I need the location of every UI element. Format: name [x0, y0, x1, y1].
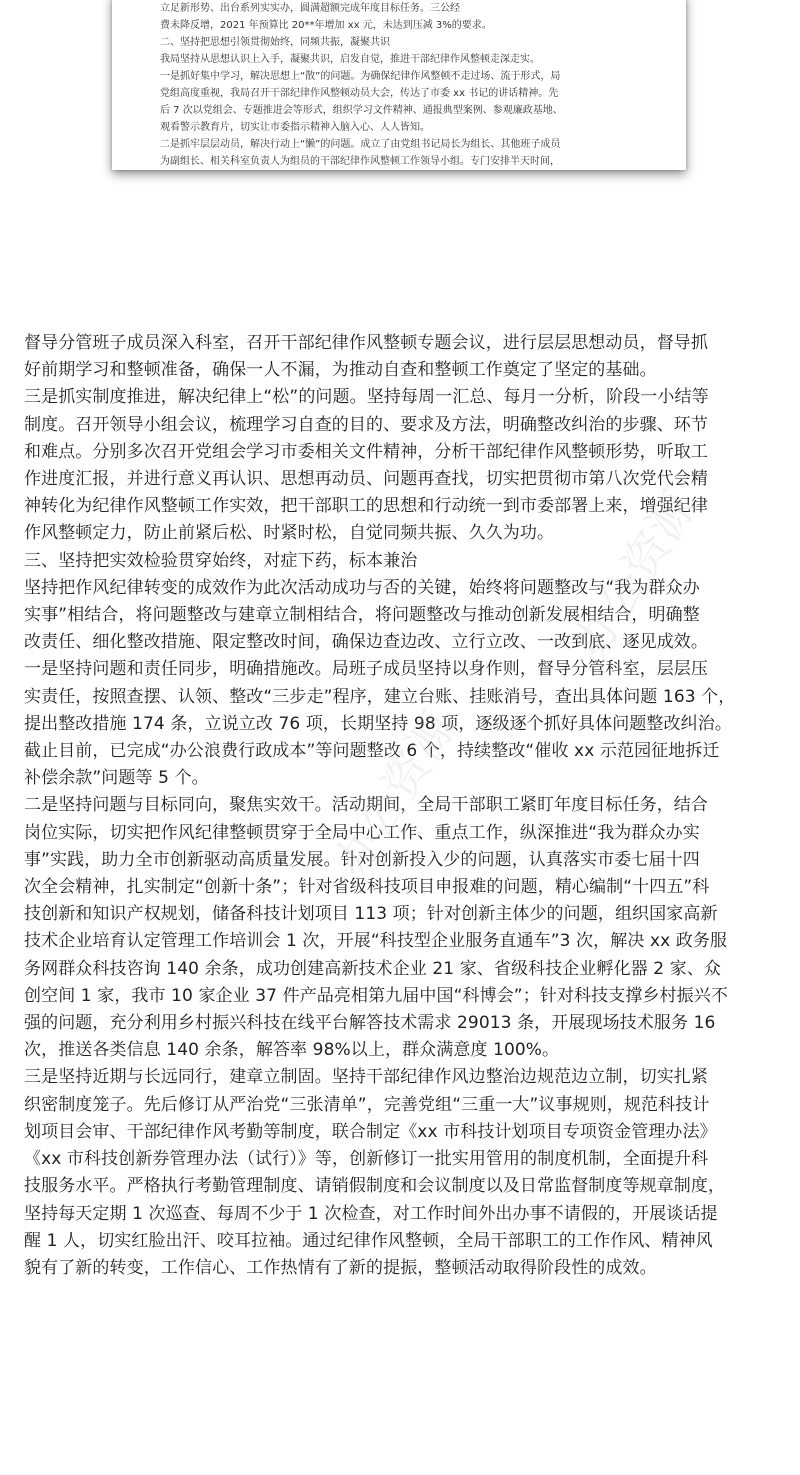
body-line: 强的问题，充分利用乡村振兴科技在线平台解答技术需求 29013 条，开展现场技术服务 16	[24, 1013, 716, 1034]
body-line: 改责任、细化整改措施、限定整改时间，确保边查边改、立行立改、一改到底、逐见成效。	[24, 632, 708, 653]
preview-line: 费未降反增，2021 年预算比 20**年增加 xx 元，未达到压减 3%的要求。	[160, 20, 492, 31]
body-line: 二是坚持问题与目标同向，聚焦实效干。活动期间，全局干部职工紧盯年度目标任务，结合	[24, 795, 708, 816]
body-line: 截止目前，已完成“办公浪费行政成本”等问题整改 6 个，持续整改“催收 xx 示范园征地拆迁	[24, 741, 720, 762]
preview-line: 我局坚持从思想认识上入手，凝聚共识，启发自觉，推进干部纪律作风整顿走深走实。	[160, 54, 540, 65]
body-line: 醒 1 人，切实红脸出汗、咬耳拉袖。通过纪律作风整顿，全局干部职工的工作作风、精神风	[24, 1230, 713, 1251]
body-line: 实事”相结合，将问题整改与建章立制相结合，将问题整改与推动创新发展相结合，明确整	[24, 605, 700, 626]
body-line: 补偿余款”问题等 5 个。	[24, 768, 209, 789]
body-line: 事”实践，助力全市创新驱动高质量发展。针对创新投入少的问题，认真落实市委七届十四	[24, 849, 700, 870]
body-line: 督导分管班子成员深入科室，召开干部纪律作风整顿专题会议，进行层层思想动员，督导抓	[24, 333, 708, 353]
preview-line: 二、坚持把思想引领贯彻始终，同频共振，凝聚共识	[160, 37, 390, 48]
watermark: 办公资源	[322, 702, 467, 887]
body-line: 作进度汇报，并进行意义再认识、思想再动员、问题再查找，切实把贯彻市第八次党代会精	[24, 469, 708, 490]
body-line: 《xx 市科技创新券管理办法（试行）》等，创新修订一批实用管用的制度机制，全面提升科	[24, 1149, 709, 1170]
body-line: 技术企业培育认定管理工作培训会 1 次，开展“科技型企业服务直通车”3 次，解决 xx 政务服	[24, 931, 728, 952]
body-line: 技创新和知识产权规划，储备科技计划项目 113 项；针对创新主体少的问题，组织国家高新	[24, 904, 718, 925]
preview-line: 党组高度重视，我局召开干部纪律作风整顿动员大会，传达了市委 xx 书记的讲话精神。先	[160, 88, 559, 99]
body-line: 好前期学习和整顿准备，确保一人不漏，为推动自查和整顿工作奠定了坚定的基础。	[24, 360, 657, 381]
preview-line: 观看警示教育片，切实让市委指示精神入脑入心、人人皆知。	[160, 122, 430, 133]
body-line: 岗位实际，切实把作风纪律整顿贯穿于全局中心工作、重点工作，纵深推进“我为群众办实	[24, 822, 700, 843]
document-preview-card	[112, 0, 686, 170]
body-line: 貌有了新的转变，工作信心、工作热情有了新的提振，整顿活动取得阶段性的成效。	[24, 1257, 657, 1278]
body-line: 三是坚持近期与长远同行，建章立制固。坚持干部纪律作风边整治边规范边立制，切实扎紧	[24, 1067, 708, 1088]
preview-line: 为副组长、相关科室负责人为组员的干部纪律作风整顿工作领导小组。专门安排半天时间，	[160, 156, 560, 167]
document-body	[24, 330, 778, 1282]
preview-line: 一是抓好集中学习，解决思想上“散”的问题。为确保纪律作风整顿不走过场、流于形式，局	[160, 71, 561, 82]
body-line: 次全会精神，扎实制定“创新十条”；针对省级科技项目申报难的问题，精心编制“十四五”科	[24, 877, 710, 898]
preview-line: 后 7 次以党组会、专题推进会等形式，组织学习文件精神、通报典型案例、参观廉政基地、	[160, 105, 563, 116]
body-line: 一是坚持问题和责任同步，明确措施改。局班子成员坚持以身作则，督导分管科室，层层压	[24, 659, 708, 680]
watermark: 办公资源	[562, 482, 707, 667]
body-line: 技服务水平。严格执行考勤管理制度、请销假制度和会议制度以及日常监督制度等规章制度，	[24, 1176, 726, 1197]
body-line: 三、坚持把实效检验贯穿始终，对症下药，标本兼治	[24, 550, 418, 571]
body-line: 实责任，按照查摆、认领、整改“三步走”程序，建立台账、挂账消号，查出具体问题 163 个，	[24, 686, 736, 707]
body-line: 次，推送各类信息 140 余条，解答率 98%以上，群众满意度 100%。	[24, 1040, 560, 1061]
body-line: 划项目会审、干部纪律作风考勤等制度，联合制定《xx 市科技计划项目专项资金管理办法》	[24, 1121, 717, 1142]
body-line: 三是抓实制度推进，解决纪律上“松”的问题。坚持每周一汇总、每月一分析，阶段一小结等	[24, 387, 709, 408]
body-line: 坚持把作风纪律转变的成效作为此次活动成功与否的关键，始终将问题整改与“我为群众办	[24, 577, 700, 598]
body-line: 作风整顿定力，防止前紧后松、时紧时松，自觉同频共振、久久为功。	[24, 523, 555, 544]
body-line: 神转化为纪律作风整顿工作实效，把干部职工的思想和行动统一到市委部署上来，增强纪律	[24, 496, 708, 517]
body-line: 织密制度笼子。先后修订从严治党“三张清单”，完善党组“三重一大”议事规则，规范科技计	[24, 1094, 710, 1115]
body-line: 创空间 1 家，我市 10 家企业 37 件产品亮相第九届中国“科博会”；针对科技支撑乡村振兴不	[24, 985, 728, 1006]
preview-line: 二是抓牢层层动员，解决行动上“懒”的问题。成立了由党组书记局长为组长、其他班子成员	[160, 139, 561, 150]
body-line: 务网群众科技咨询 140 余条，成功创建高新技术企业 21 家、省级科技企业孵化器 2 家、众	[24, 958, 722, 979]
body-line: 和难点。分别多次召开党组会学习市委相关文件精神，分析干部纪律作风整顿形势，听取工	[24, 441, 708, 462]
body-line: 提出整改措施 174 条，立说立改 76 项，长期坚持 98 项，逐级逐个抓好具体问题整改纠治。	[24, 713, 732, 734]
body-line: 坚持每天定期 1 次巡查、每周不少于 1 次检查，对工作时间外出办事不请假的，开展谈话提	[24, 1203, 718, 1224]
preview-line: 立足新形势、出台系列实实办，圆满超额完成年度目标任务。三公经	[160, 3, 460, 14]
body-line: 制度。召开领导小组会议，梳理学习自查的目的、要求及方法，明确整改纠治的步骤、环节	[24, 414, 708, 435]
